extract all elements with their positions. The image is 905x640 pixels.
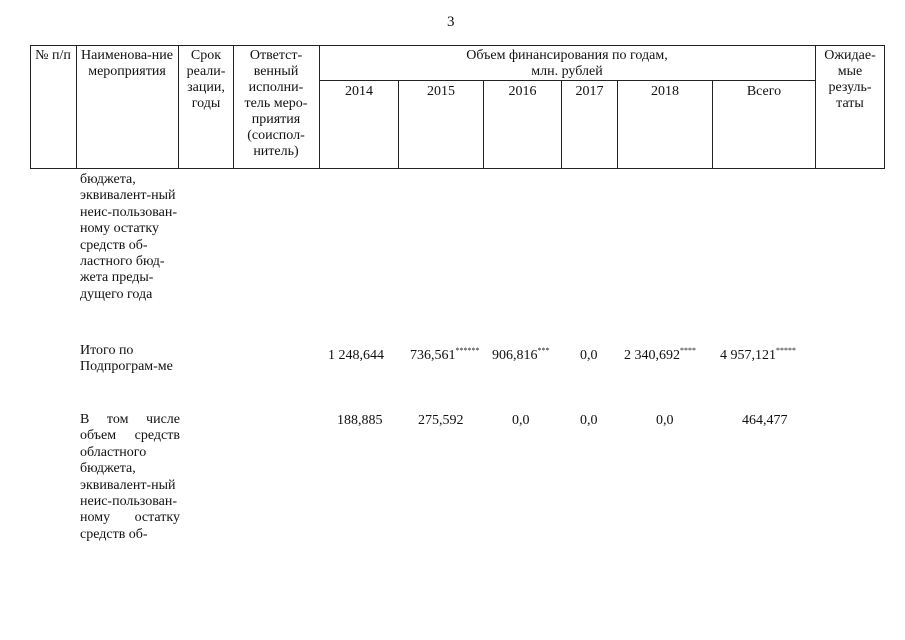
value-2014: 188,885 bbox=[337, 413, 383, 428]
value-total: 464,477 bbox=[742, 413, 788, 428]
row-name: В том числе объем средств областного бюджета, эквивалент-ный неис-пользован-ному остатку средств об- bbox=[80, 412, 180, 542]
header-col-expected: Ожидае-мые резуль-таты bbox=[824, 48, 876, 111]
header-col-num: № п/п bbox=[35, 48, 71, 63]
header-col-name: Наименова-ние мероприятия bbox=[81, 48, 173, 79]
value-2016: 906,816*** bbox=[492, 346, 550, 363]
value-2017: 0,0 bbox=[580, 348, 598, 363]
header-col-responsible: Ответст-венный исполни-тель меро-приятия (соиспол-нитель) bbox=[244, 48, 308, 159]
value-2015: 275,592 bbox=[418, 413, 464, 428]
header-col-term: Срок реали-зации, годы bbox=[186, 48, 226, 111]
header-year-2015: 2015 bbox=[427, 84, 455, 99]
value-2014: 1 248,644 bbox=[328, 348, 384, 363]
value-2015: 736,561****** bbox=[410, 346, 480, 363]
continuation-text: бюджета, эквивалент-ный неис-пользован-ному остатку средств об-ластного бюд-жета преды-дущего года bbox=[80, 172, 177, 302]
header-year-2014: 2014 bbox=[345, 84, 373, 99]
header-total: Всего bbox=[746, 84, 782, 99]
header-year-2017: 2017 bbox=[575, 84, 604, 99]
value-2018: 0,0 bbox=[656, 413, 674, 428]
value-2016: 0,0 bbox=[512, 413, 530, 428]
value-2017: 0,0 bbox=[580, 413, 598, 428]
header-year-2016: 2016 bbox=[508, 84, 537, 99]
value-2018: 2 340,692**** bbox=[624, 346, 696, 363]
value-total: 4 957,121***** bbox=[720, 346, 796, 363]
page-number: 3 bbox=[447, 14, 455, 30]
header-year-2018: 2018 bbox=[651, 84, 679, 99]
row-name: Итого по Подпрограм-ме bbox=[80, 343, 173, 375]
header-col-funding: Объем финансирования по годам, млн. рублей bbox=[466, 48, 668, 79]
